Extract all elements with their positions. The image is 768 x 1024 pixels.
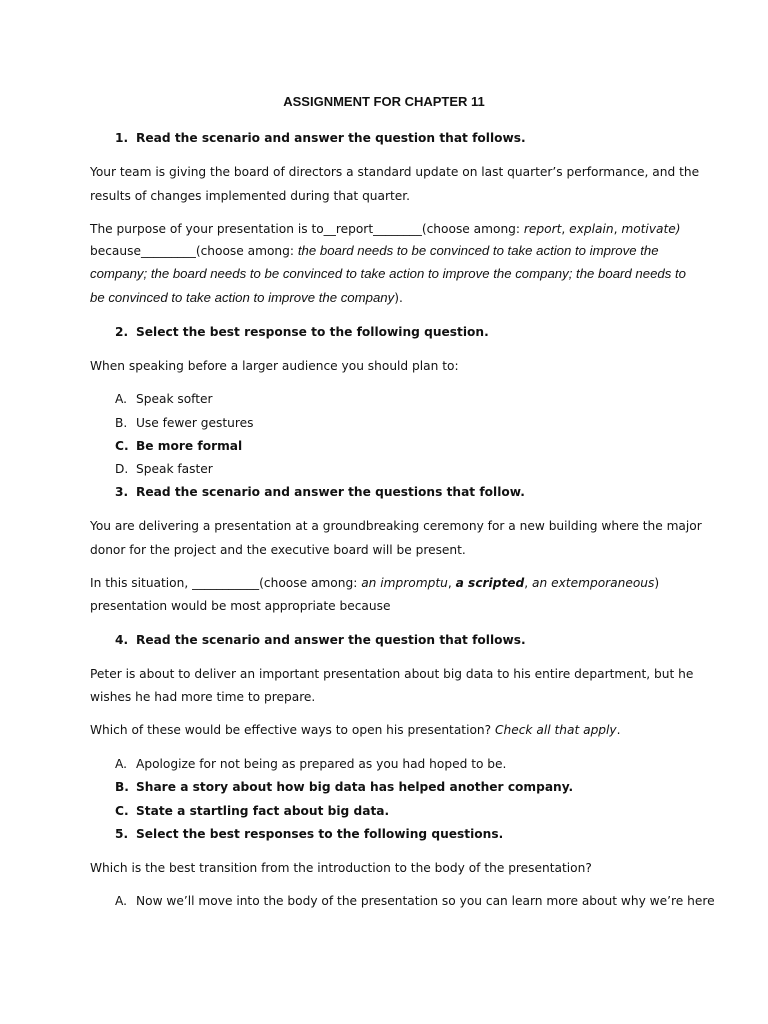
q1-answer-line-1: The purpose of your presentation is to__report________(choose among: report, explain, motivate) [90,222,681,236]
q4-option-a: A. Apologize for not being as prepared as you had hoped to be. [115,757,507,771]
choice-motivate: motivate) [621,222,681,236]
q4-prompt: Which of these would be effective ways to open his presentation? Check all that apply. [90,723,621,737]
choice-impromptu: an impromptu [361,576,448,590]
choice-reason: the board needs to be convinced to take action to improve the [297,243,659,258]
q2-option-a: A. Speak softer [115,392,213,406]
question-number: 2. [115,325,129,339]
q4-scenario-line-1: Peter is about to deliver an important presentation about big data to his entire department, but he [90,667,694,681]
choice-scripted: a scripted [455,576,525,590]
question-text: Read the scenario and answer the question that follows. [136,633,526,647]
question-text: Read the scenario and answer the questions that follow. [136,485,525,499]
q1-answer-line-3: company; the board needs to be convinced to take action to improve the company; the board needs to [90,266,687,281]
question-text: Select the best response to the following question. [136,325,489,339]
question-number: 1. [115,131,129,145]
q2-option-c: C. Be more formal [115,439,243,453]
choice-explain: explain [569,222,614,236]
question-4-heading [115,632,526,648]
q3-answer-line-1: In this situation, ___________(choose among: an impromptu, a scripted, an extemporaneous) [90,576,660,590]
q3-answer-line-2: presentation would be most appropriate because [90,599,391,613]
question-5-heading [115,826,503,842]
q5-prompt: Which is the best transition from the introduction to the body of the presentation? [90,861,592,875]
q2-option-b: B. Use fewer gestures [115,416,254,430]
q1-scenario-line-1: Your team is giving the board of directors a standard update on last quarter’s performance, and the [90,165,700,179]
question-1-heading [115,130,526,146]
q3-scenario-line-2: donor for the project and the executive board will be present. [90,543,466,557]
q3-scenario-line-1: You are delivering a presentation at a groundbreaking ceremony for a new building where the major [90,519,702,533]
answer-text: The purpose of your presentation is to__report________(choose among: [90,222,524,236]
q4-option-c: C. State a startling fact about big data. [115,804,390,818]
choice-extemporaneous: an extemporaneous [532,576,655,590]
question-text: Select the best responses to the following questions. [136,827,504,841]
q4-scenario-line-2: wishes he had more time to prepare. [90,690,316,704]
page-title: ASSIGNMENT FOR CHAPTER 11 [283,94,485,109]
q1-answer-line-2: because_________(choose among: the board needs to be convinced to take action to improve the [90,243,659,258]
question-number: 3. [115,485,129,499]
q1-scenario-line-2: results of changes implemented during that quarter. [90,189,411,203]
q1-answer-line-4: be convinced to take action to improve the company). [90,290,403,305]
question-number: 4. [115,633,129,647]
q2-prompt: When speaking before a larger audience you should plan to: [90,359,459,373]
choice-report: report [523,222,562,236]
q4-option-b: B. Share a story about how big data has helped another company. [115,780,574,794]
question-text: Read the scenario and answer the question that follows. [136,131,526,145]
q5-option-a: A. Now we’ll move into the body of the presentation so you can learn more about why we’re here [115,894,715,908]
question-3-heading [115,484,525,500]
q2-option-d: D. Speak faster [115,462,213,476]
question-2-heading [115,324,489,340]
question-number: 5. [115,827,129,841]
